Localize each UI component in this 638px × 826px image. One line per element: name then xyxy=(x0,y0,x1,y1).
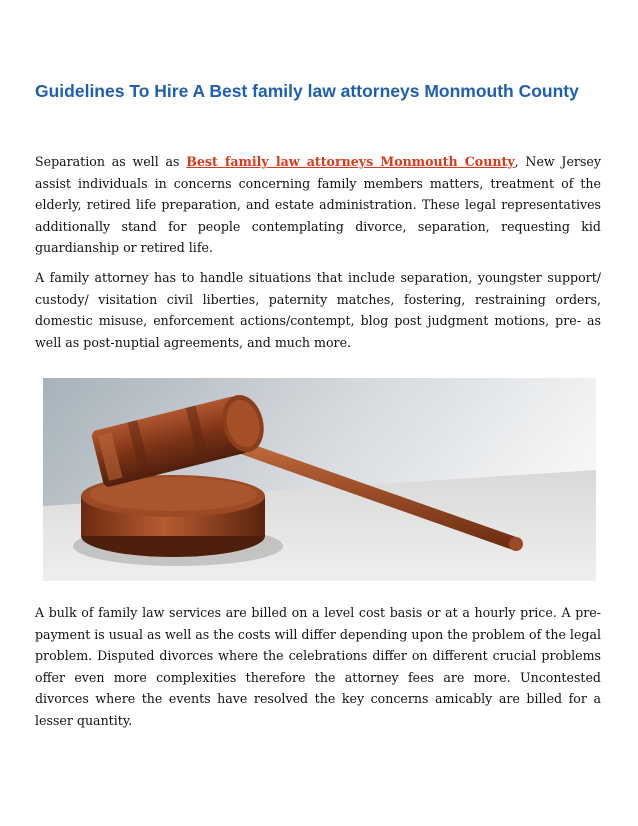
page-title: Guidelines To Hire A Best family law attorneys Monmouth County xyxy=(35,81,579,101)
family-attorney-paragraph: A family attorney has to handle situations that include separation, youngster support/ custody/ visitation civil liberties, paternity matches, fostering, restraining orders, domestic misuse, enforcement actions/contempt, blog post judgment motions, pre- as well as post-nuptial agreements, and much more. xyxy=(35,270,601,350)
attorneys-link[interactable]: Best family law attorneys Monmouth County xyxy=(186,154,515,169)
intro-text-end: , New Jersey assist individuals in concerns concerning family members matters, treatment of the elderly, retired life preparation, and estate administration. These legal representatives additionally stand for people contemplating divorce, separation, requesting kid guardianship or retired life. xyxy=(35,154,601,256)
intro-text-start: Separation as well as xyxy=(35,154,187,169)
billing-paragraph: A bulk of family law services are billed on a level cost basis or at a hourly price. A pre-payment is usual as well as the costs will differ depending upon the problem of the legal problem. Disputed divorces where the celebrations differ on different crucial problems offer even more complexities therefore the attorney fees are more. Uncontested divorces where the events have resolved the key concerns amicably are billed for a lesser quantity. xyxy=(35,605,601,728)
intro-paragraph xyxy=(35,151,601,259)
gavel-illustration xyxy=(43,378,596,581)
gavel-photo xyxy=(43,378,596,581)
